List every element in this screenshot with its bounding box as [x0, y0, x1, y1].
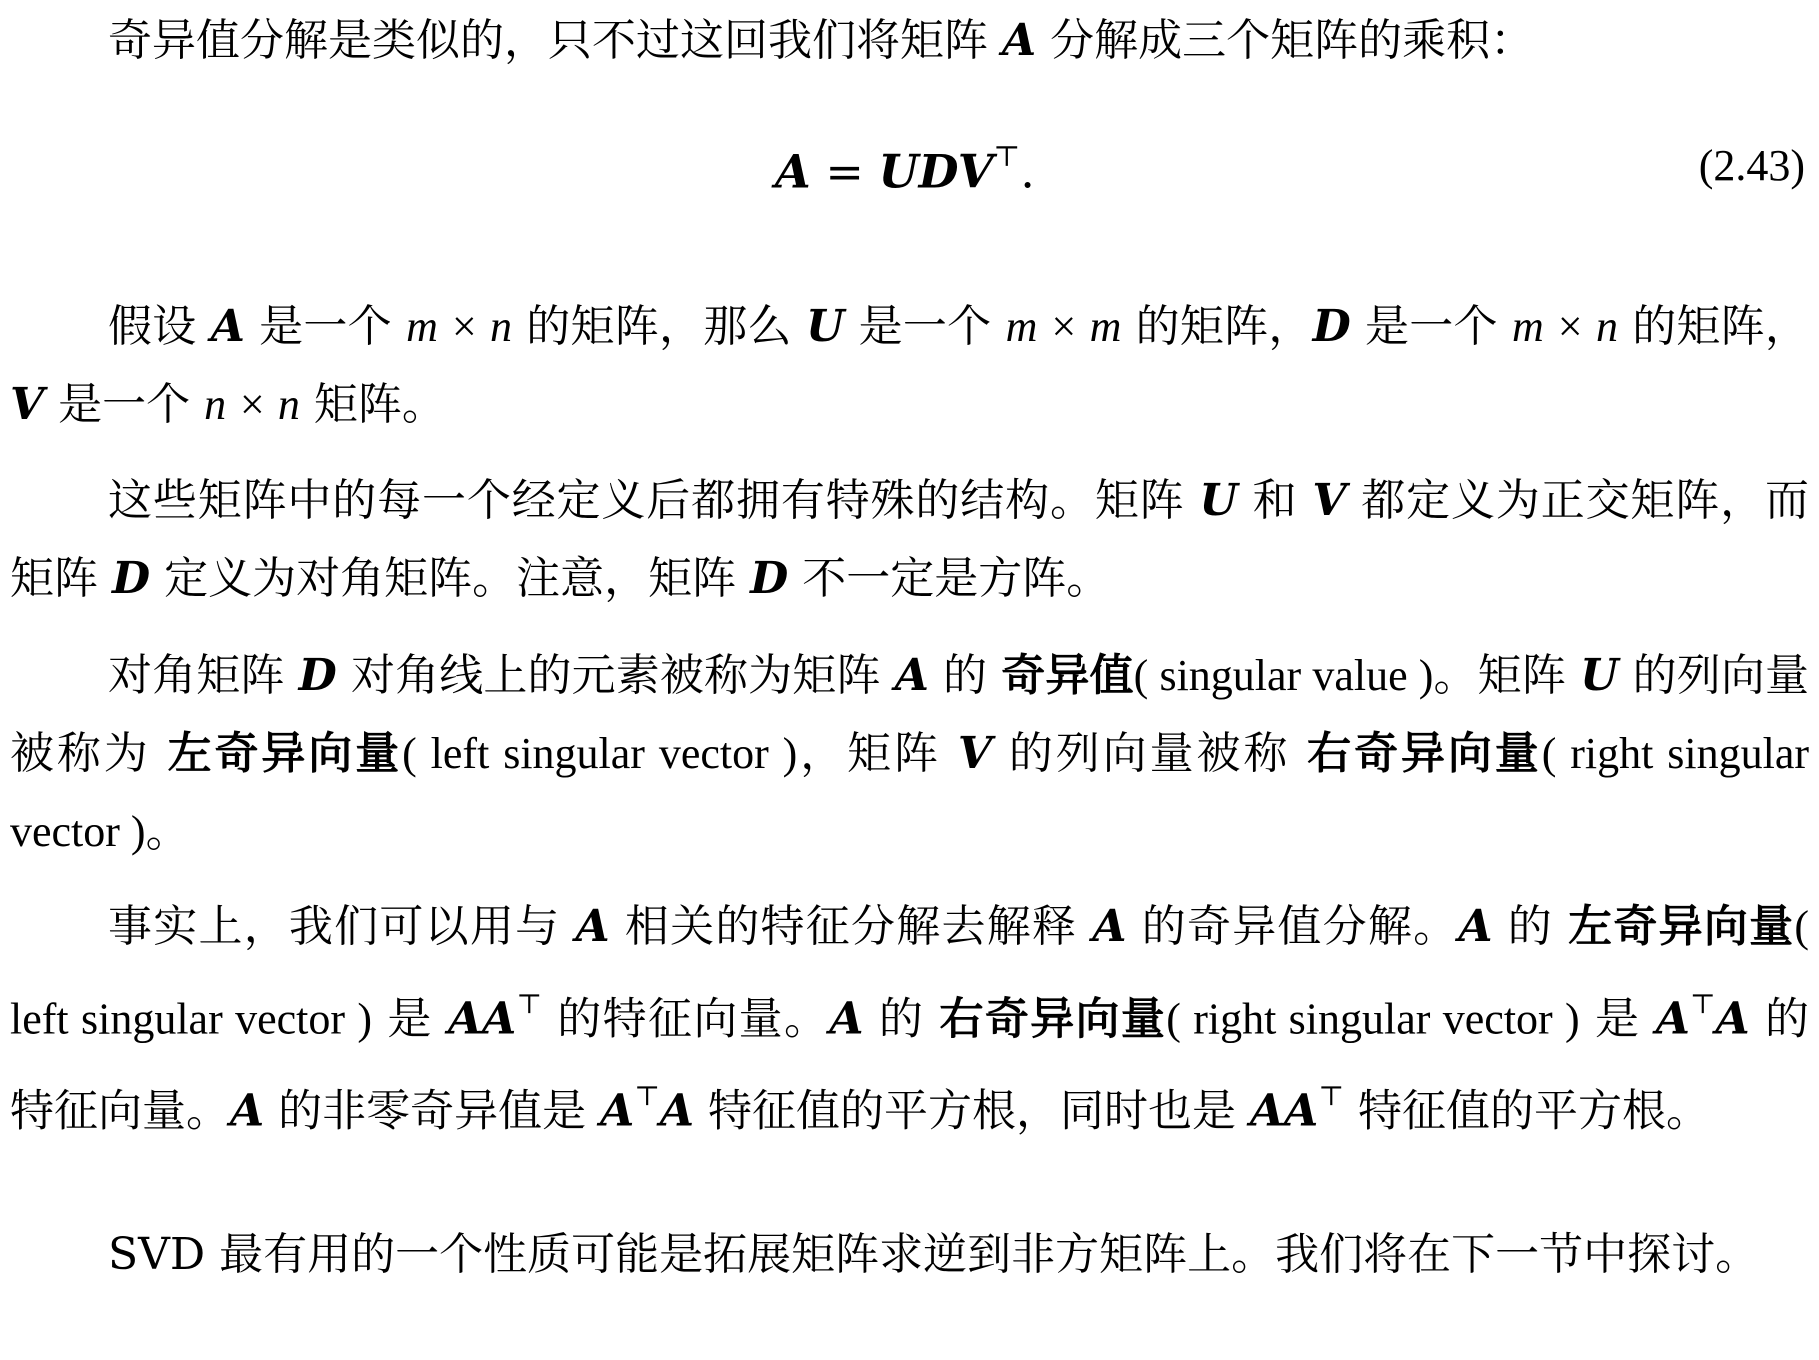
- transpose-symbol: ⊤: [634, 1081, 660, 1113]
- matrix-a: A: [829, 993, 864, 1045]
- english-gloss: ( right singular vector ): [1166, 994, 1580, 1044]
- text: 是一个: [44, 379, 205, 430]
- text: 不一定是方阵。: [788, 553, 1111, 604]
- text: 的矩阵，: [1121, 301, 1313, 352]
- text: 是一个: [244, 301, 407, 352]
- text: 和: [1237, 475, 1313, 526]
- paragraph-structure: [10, 462, 1809, 618]
- text: 定义为对角矩阵。注意，矩阵: [150, 553, 751, 604]
- matrix-a: A: [1458, 901, 1493, 952]
- text: 特征值的平方根。: [1343, 1085, 1710, 1137]
- text: 是一个: [844, 301, 1006, 352]
- text: 奇异值分解是类似的，只不过这回我们将矩阵: [108, 15, 1002, 66]
- matrix-udv: UDV: [878, 144, 994, 199]
- paragraph-matrix-sizes: [10, 288, 1809, 444]
- matrix-v: V: [957, 728, 992, 779]
- matrix-a: A: [775, 144, 811, 199]
- text: 的: [863, 993, 940, 1045]
- term-singular-value: 奇异值: [1001, 650, 1134, 701]
- dimension: n × n: [204, 380, 300, 429]
- matrix-d: D: [298, 650, 337, 701]
- term-left-singular-vector: 左奇异向量: [1568, 901, 1795, 952]
- text: 的: [928, 650, 1002, 701]
- text: SVD 最有用的一个性质可能是拓展矩阵求逆到非方矩阵上。我们将在下一节中探讨。: [108, 1229, 1760, 1280]
- matrix-u: U: [806, 301, 845, 352]
- text: 的奇异值分解。: [1126, 901, 1459, 952]
- transpose-symbol: ⊤: [516, 989, 542, 1020]
- dimension: m × n: [406, 302, 513, 351]
- dimension: m × n: [1511, 302, 1618, 351]
- text: 的特征向量。: [10, 993, 1809, 1137]
- term-left-singular-vector: 左奇异向量: [167, 728, 403, 779]
- english-gloss: ( right singular vector ): [10, 729, 1809, 856]
- text: 的列向量被称为: [10, 650, 1809, 779]
- text: 的矩阵，: [1617, 301, 1809, 352]
- matrix-a-a-transpose: AA: [448, 993, 517, 1045]
- matrix-a: A: [230, 1085, 265, 1137]
- text: 矩阵。: [299, 379, 446, 430]
- equation-2-43: [0, 140, 1819, 210]
- text: 的非零奇异值是: [264, 1085, 601, 1137]
- text: 。: [145, 806, 190, 857]
- text: 对角矩阵: [108, 650, 299, 701]
- text: 对角线上的元素被称为矩阵: [336, 650, 895, 701]
- matrix-d: D: [1312, 301, 1351, 352]
- text: 都定义为正交矩阵，而矩阵: [10, 475, 1809, 604]
- matrix-u: U: [1580, 650, 1619, 701]
- matrix-a: A: [1715, 993, 1750, 1045]
- text: 的列向量被称: [991, 728, 1308, 779]
- matrix-a: A: [894, 650, 929, 701]
- text: 假设: [108, 301, 211, 352]
- matrix-v: V: [1312, 475, 1347, 526]
- matrix-u: U: [1199, 475, 1238, 526]
- term-right-singular-vector: 右奇异向量: [1307, 728, 1542, 779]
- matrix-a: A: [1655, 993, 1690, 1045]
- matrix-a: A: [1002, 15, 1037, 66]
- matrix-a: A: [659, 1085, 695, 1137]
- paragraph-eigendecomposition: [10, 888, 1809, 1151]
- english-gloss: ( left singular vector ): [10, 902, 1809, 1044]
- text: 。矩阵: [1433, 650, 1581, 701]
- transpose-symbol: ⊤: [1689, 989, 1716, 1020]
- period: .: [1020, 144, 1035, 199]
- text: 分解成三个矩阵的乘积：: [1036, 15, 1535, 66]
- text: 的: [1492, 901, 1569, 952]
- text: 的特征向量。: [541, 993, 830, 1045]
- text: 的矩阵，那么: [512, 301, 807, 352]
- english-gloss: ( singular value ): [1133, 651, 1434, 700]
- matrix-a: A: [210, 301, 245, 352]
- text: 相关的特征分解去解释: [609, 901, 1093, 952]
- text: ，矩阵: [797, 728, 958, 779]
- equation-body: [775, 140, 1035, 198]
- matrix-v: V: [10, 379, 45, 430]
- text: 是: [1579, 993, 1656, 1045]
- text: 特征值的平方根，同时也是: [694, 1085, 1251, 1137]
- equals-sign: =: [810, 144, 879, 199]
- text: 是: [372, 993, 449, 1045]
- text: 这些矩阵中的每一个经定义后都拥有特殊的结构。矩阵: [108, 475, 1200, 526]
- paragraph-svd-property: [10, 1216, 1809, 1294]
- english-gloss: ( left singular vector ): [402, 729, 798, 778]
- dimension: m × m: [1005, 302, 1122, 351]
- term-right-singular-vector: 右奇异向量: [939, 993, 1167, 1045]
- paragraph-singular-names: [10, 637, 1809, 871]
- matrix-a: A: [600, 1085, 635, 1137]
- transpose-symbol: ⊤: [993, 140, 1021, 173]
- matrix-a: A: [575, 901, 610, 952]
- equation-number: (2.43): [1698, 141, 1805, 190]
- matrix-a-a-transpose: AA: [1250, 1085, 1319, 1137]
- matrix-d: D: [750, 553, 789, 604]
- text: 是一个: [1350, 301, 1512, 352]
- text: 事实上，我们可以用与: [108, 901, 576, 952]
- matrix-d: D: [112, 553, 151, 604]
- matrix-a: A: [1092, 901, 1127, 952]
- paragraph-intro: [10, 2, 1809, 80]
- transpose-symbol: ⊤: [1318, 1081, 1344, 1113]
